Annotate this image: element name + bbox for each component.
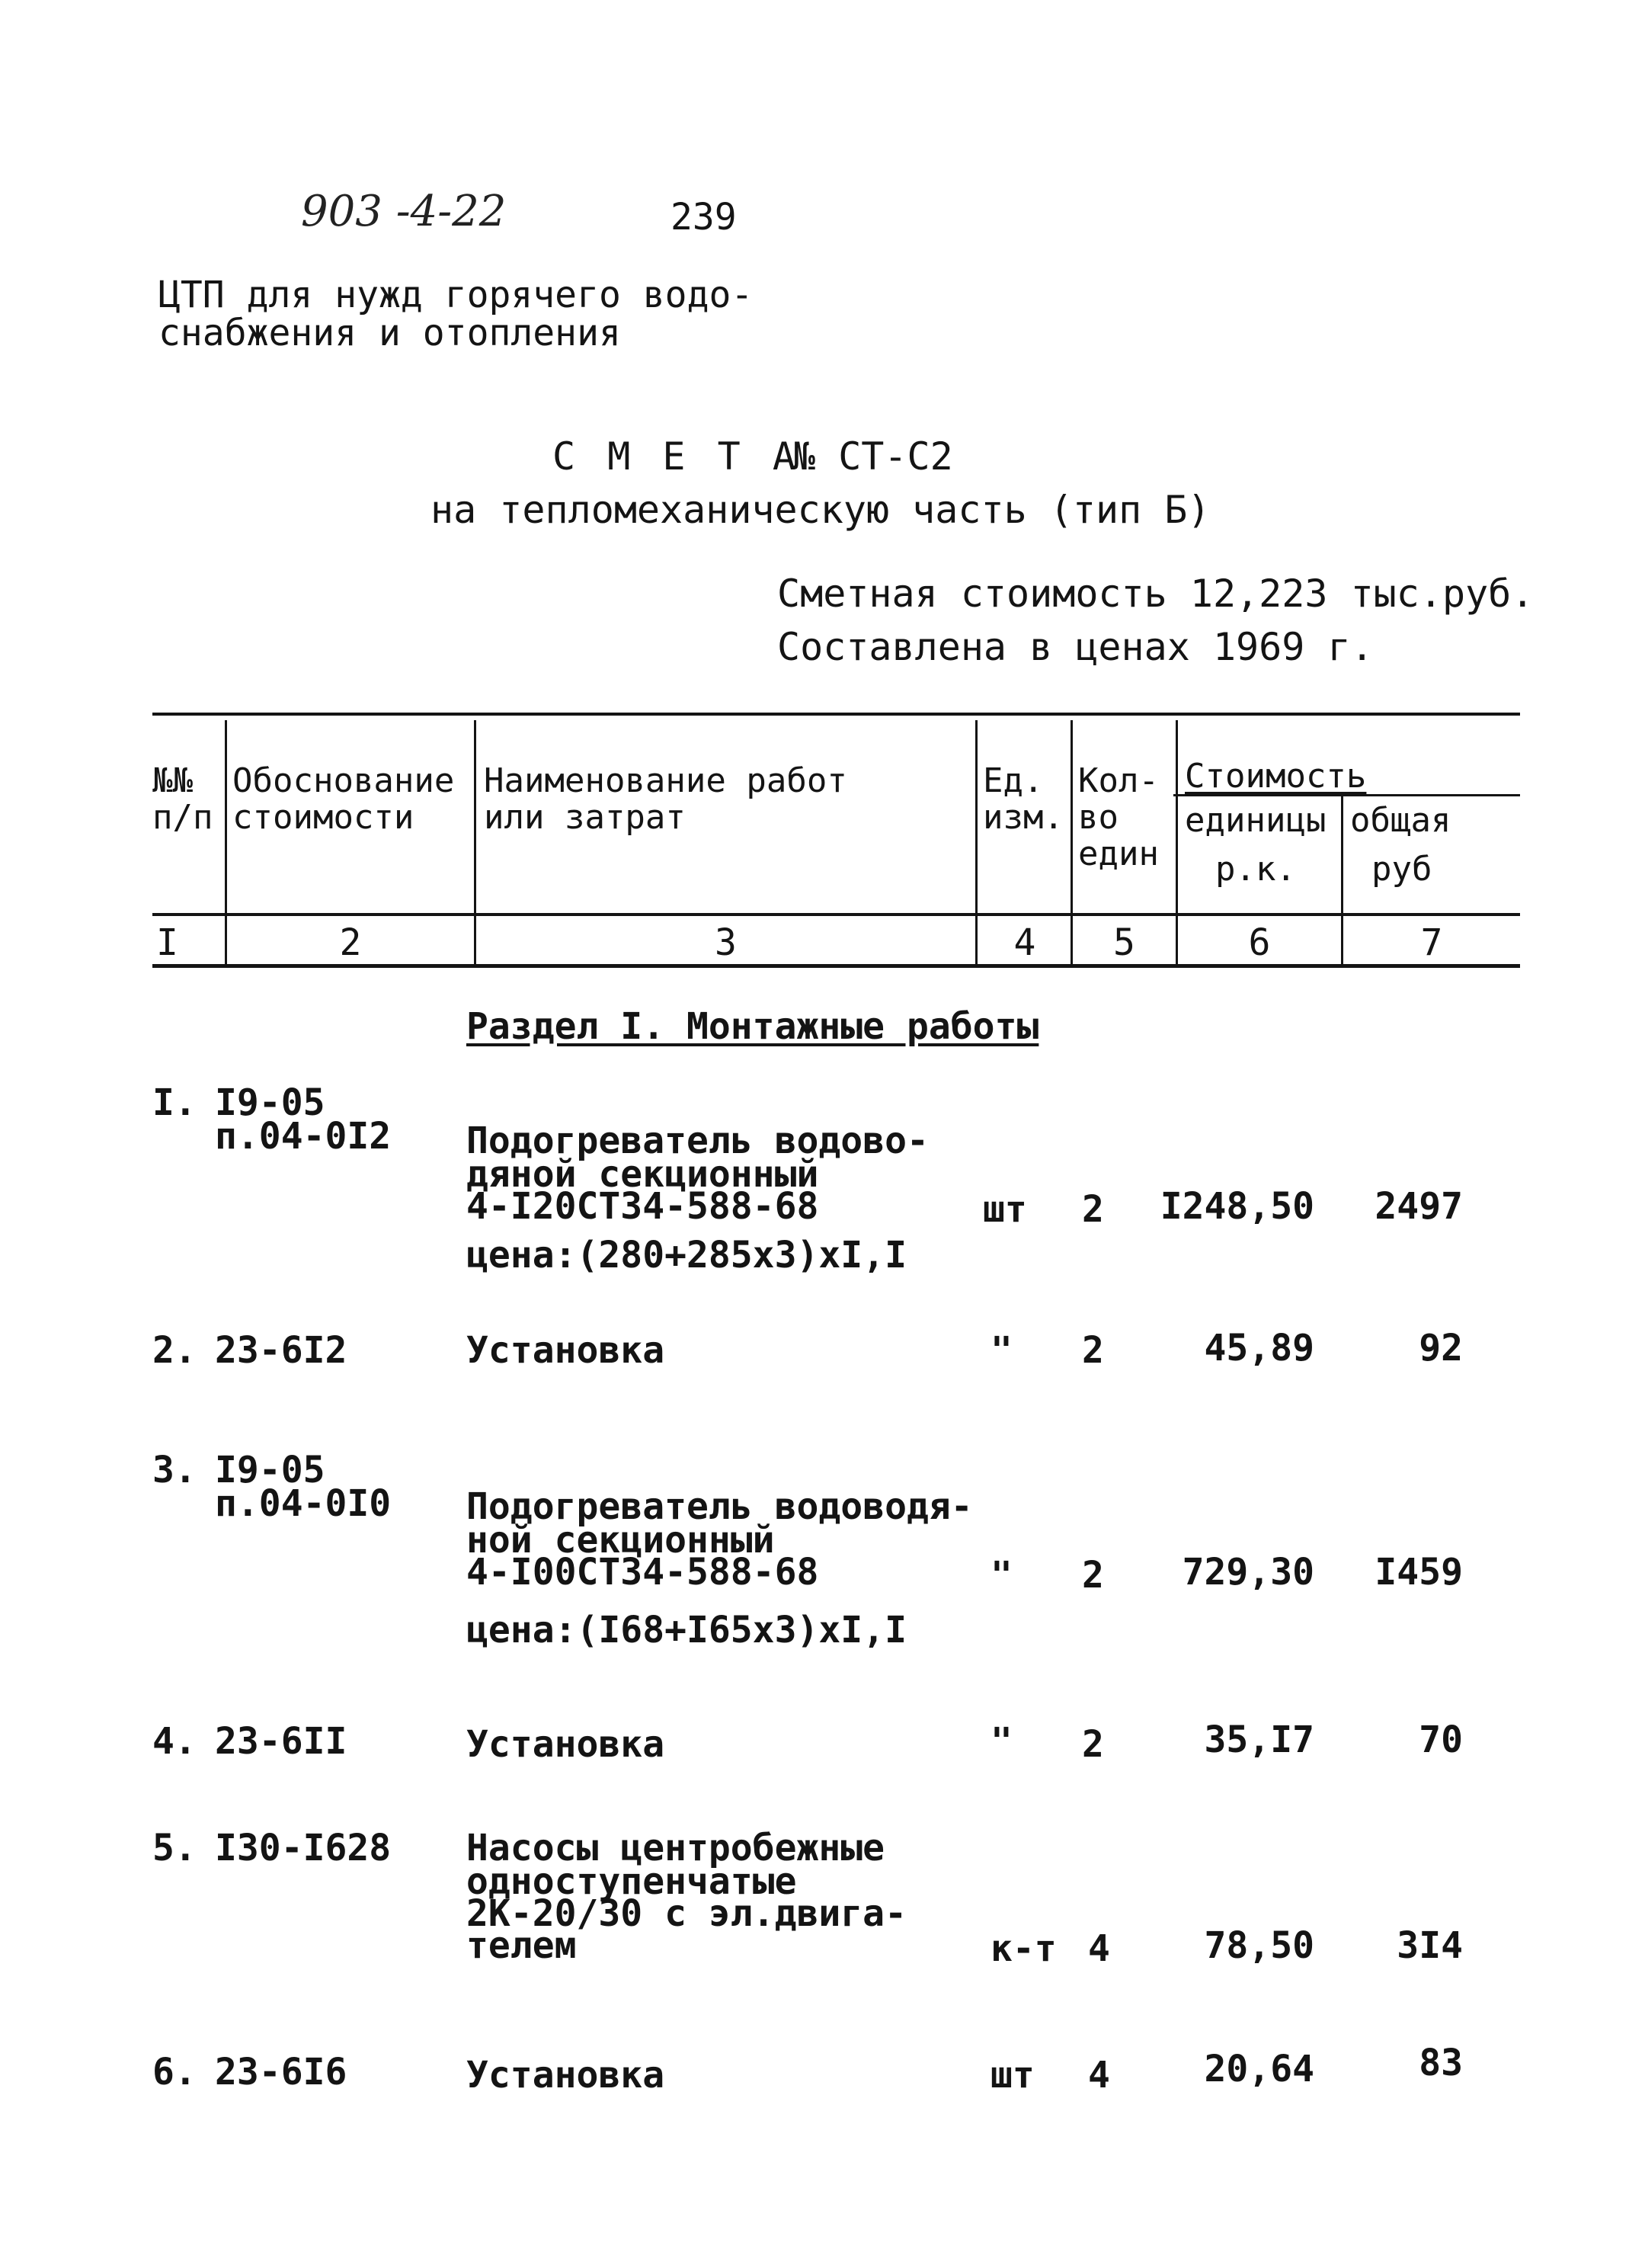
row-basis-line1: I30-I628 [215,1827,392,1869]
header-col3-line1: Наименование работ [484,761,847,800]
row-unit: " [991,1554,1013,1597]
row-number: 4. [152,1720,197,1763]
row-unit-price: 35,I7 [1204,1719,1314,1761]
row-name-line1: Установка [466,1723,665,1766]
row-name-line2: дяной секционный [466,1153,819,1196]
row-quantity: 2 [1082,1554,1104,1597]
row-name-line4: цена:(I68+I65х3)хI,I [466,1609,907,1651]
price-basis: Составлена в ценах 1969 г. [777,625,1374,669]
header-col5-line3: един [1078,834,1159,873]
row-basis-line1: 23-6I2 [215,1329,347,1372]
header-col1-line2: п/п [152,798,213,837]
header-col3-line2: или затрат [484,798,686,837]
row-total: 70 [1419,1719,1463,1761]
row-name-line3: 4-I20СТ34-588-68 [466,1185,819,1228]
row-quantity: 4 [1088,1927,1110,1970]
row-unit-price: 20,64 [1204,2048,1314,2090]
row-unit-price: 45,89 [1204,1327,1314,1369]
row-unit: " [991,1720,1013,1763]
header-cost-group: Стоимость [1185,757,1367,796]
row-quantity: 4 [1088,2054,1110,2097]
column-divider [975,720,978,964]
row-number: 2. [152,1329,197,1372]
row-name-line1: Установка [466,2054,665,2097]
row-name-line3: 4-I00СТ34-588-68 [466,1551,819,1594]
row-name-line3: 2К-20/30 с эл.двига- [466,1892,907,1935]
row-quantity: 2 [1082,1723,1104,1766]
header-col5-line1: Кол- [1078,761,1159,800]
row-name-line1: Подогреватель водово- [466,1120,929,1162]
row-name-line2: одноступенчатые [466,1860,797,1903]
page-number: 239 [670,196,737,239]
row-basis-line1: 23-6I6 [215,2051,347,2093]
header-col6-line2: р.к. [1215,850,1296,889]
header-col2-line2: стоимости [232,798,414,837]
row-total: 83 [1419,2042,1463,2084]
document-subject: на тепломеханическую часть (тип Б) [430,488,1211,532]
table-top-rule [152,713,1520,716]
row-total: 2497 [1375,1185,1463,1228]
row-basis-line1: I9-05 [215,1081,325,1124]
document-title: С М Е Т А [552,434,800,479]
header-bottom-rule [152,913,1520,916]
row-quantity: 2 [1082,1188,1104,1231]
row-unit-price: 78,50 [1204,1924,1314,1967]
row-total: I459 [1375,1551,1463,1594]
document-number: № СТ-С2 [792,434,953,479]
column-number-4: 4 [1013,921,1036,964]
subtitle-line-2: снабжения и отопления [158,312,621,354]
row-name-line1: Насосы центробежные [466,1827,885,1869]
row-number: 3. [152,1449,197,1491]
section-title: Раздел I. Монтажные работы [466,1005,1039,1048]
row-number: I. [152,1081,197,1124]
row-total: 3I4 [1397,1924,1463,1967]
header-col1-line1: №№ [152,761,193,800]
estimated-cost: Сметная стоимость 12,223 тыс.руб. [777,572,1535,616]
column-number-2: 2 [339,921,362,964]
row-number: 5. [152,1827,197,1869]
row-unit: шт [983,1188,1027,1231]
header-col5-line2: во [1078,798,1119,837]
row-total: 92 [1419,1327,1463,1369]
header-col7-line2: руб [1371,850,1432,889]
row-name-line2: ной секционный [466,1519,775,1562]
row-unit: " [991,1329,1013,1372]
column-number-1: I [156,921,178,964]
row-unit-price: I248,50 [1160,1185,1314,1228]
row-unit-price: 729,30 [1182,1551,1314,1594]
row-name-line1: Установка [466,1329,665,1372]
column-number-6: 6 [1248,921,1271,964]
row-unit: шт [991,2054,1035,2097]
header-col4-line2: изм. [983,798,1064,837]
header-col4-line1: Ед. [983,761,1044,800]
row-basis-line1: I9-05 [215,1449,325,1491]
column-number-7: 7 [1420,921,1443,964]
header-col6-line1: единицы [1185,801,1327,840]
row-unit: к-т [991,1927,1057,1970]
row-name-line1: Подогреватель водоводя- [466,1485,973,1528]
subtitle-line-1: ЦТП для нужд горячего водо- [158,274,754,316]
column-number-5: 5 [1113,921,1135,964]
header-col2-line1: Обоснование [232,761,455,800]
row-number: 6. [152,2051,197,2093]
column-numbers-rule [152,964,1520,968]
row-quantity: 2 [1082,1329,1104,1372]
handwritten-document-code: 903 -4-22 [301,187,507,236]
row-name-line4: телем [466,1924,577,1967]
column-number-3: 3 [715,921,737,964]
row-basis-line1: 23-6II [215,1720,347,1763]
row-basis-line2: п.04-0I0 [215,1482,392,1525]
header-col7-line1: общая [1350,801,1451,840]
column-divider [225,720,227,964]
row-basis-line2: п.04-0I2 [215,1115,392,1158]
row-name-line4: цена:(280+285х3)хI,I [466,1234,907,1277]
